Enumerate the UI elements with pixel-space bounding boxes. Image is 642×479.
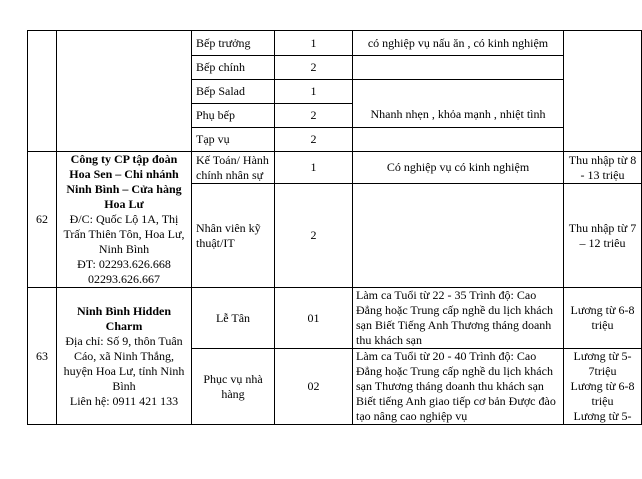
quantity-cell: 02 bbox=[275, 349, 353, 425]
table-row bbox=[28, 31, 642, 56]
job-listing-table bbox=[27, 30, 642, 425]
position-cell: Phục vụ nhà hàng bbox=[192, 349, 275, 425]
salary-line: Lương từ 5-7triệu bbox=[573, 349, 632, 378]
salary-line: Lương từ 5- bbox=[573, 409, 632, 423]
requirement-cell: Làm ca Tuổi từ 20 - 40 Trình độ: Cao Đẳng hoặc Trung cấp nghề du lịch khách sạn Thương tháng doanh thu khách sạn Biết tiếng Anh giao tiếp cơ bản Được đào tạo nâng cao nghiệp vụ bbox=[353, 349, 564, 425]
requirement-cell bbox=[353, 184, 564, 288]
salary-cell bbox=[564, 349, 642, 425]
salary-cell: Thu nhập từ 7 – 12 triêu bbox=[564, 184, 642, 288]
table-row bbox=[28, 152, 642, 184]
quantity-cell: 2 bbox=[275, 128, 353, 152]
company-cell bbox=[57, 152, 192, 288]
quantity-cell: 2 bbox=[275, 184, 353, 288]
company-contact: Liên hệ: 0911 421 133 bbox=[69, 393, 179, 408]
position-cell: Kế Toán/ Hành chính nhân sự bbox=[192, 152, 275, 184]
quantity-cell: 2 bbox=[275, 56, 353, 80]
salary-cell bbox=[564, 31, 642, 152]
company-address: Địa chỉ: Số 9, thôn Tuân Cáo, xã Ninh Thắng, huyện Hoa Lư, tỉnh Ninh Bình bbox=[63, 333, 185, 393]
position-cell: Phụ bếp bbox=[192, 104, 275, 128]
company-cell bbox=[57, 288, 192, 425]
requirement-cell bbox=[353, 128, 564, 152]
requirement-cell: Nhanh nhẹn , khỏa mạnh , nhiệt tình bbox=[353, 80, 564, 128]
salary-cell: Thu nhập từ 8 - 13 triệu bbox=[564, 152, 642, 184]
row-number-cell: 63 bbox=[28, 288, 57, 425]
requirement-cell: Làm ca Tuổi từ 22 - 35 Trình độ: Cao Đẳng hoặc Trung cấp nghề du lịch khách sạn Biết Tiếng Anh Thương tháng doanh thu khách sạn bbox=[353, 288, 564, 349]
requirement-cell bbox=[353, 56, 564, 80]
company-phone: ĐT: 02293.626.668 bbox=[77, 257, 171, 271]
quantity-cell: 01 bbox=[275, 288, 353, 349]
company-name: Ninh Bình Hidden Charm bbox=[76, 303, 172, 333]
position-cell: Tạp vụ bbox=[192, 128, 275, 152]
position-cell: Bếp chính bbox=[192, 56, 275, 80]
requirement-cell: Có nghiệp vụ có kinh nghiệm bbox=[353, 152, 564, 184]
salary-cell: Lương từ 6-8 triệu bbox=[564, 288, 642, 349]
position-cell: Bếp trưởng bbox=[192, 31, 275, 56]
requirement-cell: có nghiệp vụ nấu ăn , có kinh nghiệm bbox=[353, 31, 564, 56]
position-cell: Nhân viên kỹ thuật/IT bbox=[192, 184, 275, 288]
position-cell: Bếp Salad bbox=[192, 80, 275, 104]
table-row bbox=[28, 288, 642, 349]
row-number-cell: 62 bbox=[28, 152, 57, 288]
quantity-cell: 1 bbox=[275, 31, 353, 56]
quantity-cell: 1 bbox=[275, 80, 353, 104]
row-number-cell bbox=[28, 31, 57, 152]
salary-line: Lương từ 6-8 triệu bbox=[570, 379, 635, 408]
company-name: Công ty CP tập đoàn Hoa Sen – Chi nhánh Ninh Bình – Cửa hàng Hoa Lư bbox=[66, 152, 182, 211]
company-cell bbox=[57, 31, 192, 152]
company-address: Đ/C: Quốc Lộ 1A, Thị Trấn Thiên Tôn, Hoa Lư, Ninh Bình bbox=[63, 212, 185, 256]
quantity-cell: 1 bbox=[275, 152, 353, 184]
position-cell: Lễ Tân bbox=[192, 288, 275, 349]
quantity-cell: 2 bbox=[275, 104, 353, 128]
company-phone: 02293.626.667 bbox=[88, 272, 160, 286]
